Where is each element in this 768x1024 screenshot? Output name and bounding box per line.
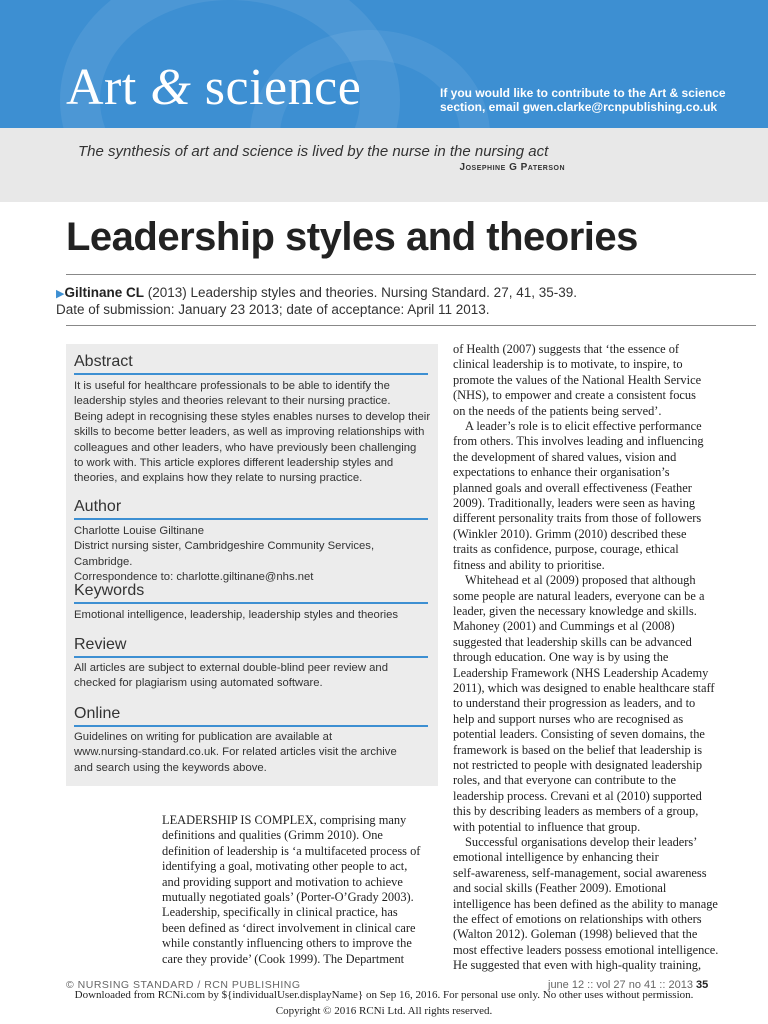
body-line: been defined as ‘direct involvement in clinical care (162, 920, 416, 935)
body-line: and social skills (Feather 2009). Emotional (453, 881, 667, 896)
online-line: Guidelines on writing for publication are available at (74, 731, 333, 743)
article-title: Leadership styles and theories (66, 215, 638, 259)
abstract-heading: Abstract (74, 353, 133, 370)
heading-rule (74, 602, 428, 604)
divider (66, 274, 756, 275)
keywords-heading: Keywords (74, 582, 145, 599)
body-line: the development of shared values, vision and (453, 449, 677, 464)
paragraph (453, 573, 753, 835)
author-info (74, 524, 434, 586)
brand-science: science (204, 59, 362, 116)
paragraph (453, 342, 753, 419)
body-line: (Walton 2012). Goleman (1998) believed that the (453, 927, 698, 942)
body-line: fitness and ability to prioritise. (453, 557, 605, 572)
body-line: 2011), which was designed to enable healthcare staff (453, 680, 715, 695)
copyright-notice: Copyright © 2016 RCNi Ltd. All rights reserved. (275, 1005, 493, 1017)
abstract-text (74, 379, 434, 487)
body-column-right (453, 342, 753, 974)
brand-art: Art (66, 59, 137, 116)
body-line: planned goals and overall effectiveness (Feather (453, 480, 692, 495)
abstract-line: colleagues and other leaders, who have previously been challenging (74, 441, 417, 454)
body-line: help and support nurses who are recognised as (453, 711, 684, 726)
body-line: roles, and that everyone can contribute to the (453, 773, 676, 788)
contribute-note (440, 86, 760, 114)
divider (66, 325, 756, 326)
body-line: A leader’s role is to elicit effective performance (465, 419, 702, 434)
body-column-left (162, 813, 442, 967)
body-line: definition of leadership is ‘a multifaceted process of (162, 843, 421, 858)
body-line: while constantly influencing others to improve the (162, 936, 412, 951)
epigraph-quote: The synthesis of art and science is lived by the nurse in the nursing act (78, 143, 549, 160)
heading-rule (74, 518, 428, 520)
body-line: emotional intelligence by enhancing their (453, 850, 659, 865)
body-line: intelligence has been defined as the ability to manage (453, 896, 718, 911)
heading-rule (74, 725, 428, 727)
body-line: He suggested that even with high-quality training, (453, 958, 702, 973)
citation-text: (2013) Leadership styles and theories. Nursing Standard. 27, 41, 35-39. (143, 285, 577, 300)
body-line: Whitehead et al (2009) proposed that although (465, 573, 696, 588)
body-line: clinical leadership is to motivate, to inspire, to (453, 357, 683, 372)
body-line: (Winkler 2010). Grimm (2010) described these (453, 526, 687, 541)
online-text (74, 730, 434, 776)
body-line: 2009). Traditionally, leaders were seen as having (453, 496, 696, 511)
abstract-line: skills to become better leaders, as well as improving relationships with (74, 426, 425, 439)
body-line: definitions and qualities (Grimm 2010). One (162, 828, 383, 843)
online-line: and search using the keywords above. (74, 761, 267, 774)
author-role: District nursing sister, Cambridgeshire Community Services, Cambridge. (74, 540, 375, 568)
author-name: Charlotte Louise Giltinane (74, 525, 204, 537)
body-line: Successful organisations develop their leaders’ (465, 835, 698, 849)
body-line: from others. This involves leading and influencing (453, 434, 704, 449)
section-brand (66, 58, 361, 117)
body-line: not restricted to people with designated leadership (453, 757, 703, 772)
body-line: potential leaders. Consisting of seven domains, the (453, 727, 705, 742)
download-notice: Downloaded from RCNi.com by ${individualUser.displayName} on Sep 16, 2016. For personal use only. No other uses without permission. (74, 989, 694, 1001)
footer-publisher: © NURSING STANDARD / RCN PUBLISHING (66, 979, 301, 991)
page-number: 35 (696, 979, 709, 991)
body-line: different personality traits from those of followers (453, 511, 702, 526)
author-heading: Author (74, 498, 122, 515)
body-line: identifying a goal, motivating other people to act, (162, 859, 408, 874)
triangle-bullet-icon: ▶ (56, 288, 65, 300)
body-line: promote the values of the National Health Service (453, 372, 702, 387)
keywords-text: Emotional intelligence, leadership, leadership styles and theories (74, 609, 399, 621)
body-line: some people are natural leaders, everyone can be a (453, 588, 705, 603)
body-line: Leadership, specifically in clinical practice, has (162, 905, 398, 920)
review-line: checked for plagiarism using automated software. (74, 677, 323, 690)
body-line: suggested that leadership skills can be advanced (453, 634, 692, 649)
paragraph (453, 419, 753, 573)
body-line: LEADERSHIP IS COMPLEX, comprising many (162, 813, 407, 827)
body-line: and providing support and motivation to achieve (162, 874, 403, 889)
online-heading: Online (74, 705, 121, 722)
body-line: of Health (2007) suggests that ‘the essence of (453, 342, 680, 356)
citation-block (56, 285, 577, 318)
body-line: on the needs of the patients being served’. (453, 403, 662, 418)
body-line: leadership process. Crevani et al (2010) supported (453, 788, 702, 803)
abstract-line: It is useful for healthcare professionals to be able to identify the (74, 380, 390, 392)
body-line: leader, given the necessary knowledge and skills. (453, 603, 697, 618)
body-line: (NHS), to empower and create a consistent focus (453, 388, 696, 403)
abstract-line: Being adept in recognising these styles enables nurses to develop their (74, 410, 431, 423)
contribute-line: If you would like to contribute to the Art & science (440, 86, 726, 100)
abstract-line: leadership styles and theories relevant to their nursing practice. (74, 395, 391, 408)
submission-dates: Date of submission: January 23 2013; date of acceptance: April 11 2013. (56, 302, 490, 317)
author-correspondence: Correspondence to: charlotte.giltinane@nhs.net (74, 571, 314, 584)
epigraph-author: Josephine G Paterson (459, 162, 565, 173)
body-line: the effect of emotions on relationships with others (453, 912, 702, 927)
body-line: mutually negotiated goals’ (Porter-O’Grady 2003). (162, 890, 414, 905)
review-line: All articles are subject to external double-blind peer review and (74, 662, 388, 674)
quote-band (0, 128, 768, 202)
body-line: care they provide’ (Cook 1999). The Department (162, 951, 405, 966)
abstract-line: to work with. This article explores different leadership styles and (74, 457, 394, 470)
body-line: with potential to influence that group. (453, 819, 641, 834)
paragraph (453, 835, 753, 974)
review-heading: Review (74, 636, 127, 653)
online-line: www.nursing-standard.co.uk. For related articles visit the archive (74, 746, 397, 759)
issue-info: june 12 :: vol 27 no 41 :: 2013 (548, 979, 693, 991)
heading-rule (74, 656, 428, 658)
body-line: traits as confidence, purpose, courage, ethical (453, 542, 679, 557)
heading-rule (74, 373, 428, 375)
body-line: to understand their progression as leaders, and to (453, 696, 696, 711)
review-text (74, 661, 434, 692)
contribute-line: section, email gwen.clarke@rcnpublishing.co.uk (440, 100, 718, 114)
abstract-line: theories, and explains how they relate to nursing practice. (74, 472, 363, 485)
body-line: expectations to enhance their organisation’s (453, 465, 670, 480)
citation-author: Giltinane CL (64, 285, 144, 300)
body-line: most effective leaders possess emotional intelligence. (453, 942, 719, 957)
brand-ampersand: & (150, 59, 192, 116)
body-line: Leadership Framework (NHS Leadership Academy (453, 665, 709, 680)
body-line: through education. One way is by using the (453, 650, 669, 665)
body-line: this by describing leaders as members of a group, (453, 804, 699, 819)
body-line: framework is based on the belief that leadership is (453, 742, 703, 757)
body-line: Mahoney (2001) and Cummings et al (2008) (453, 619, 675, 634)
body-line: self-awareness, self-management, social awareness (453, 865, 707, 880)
